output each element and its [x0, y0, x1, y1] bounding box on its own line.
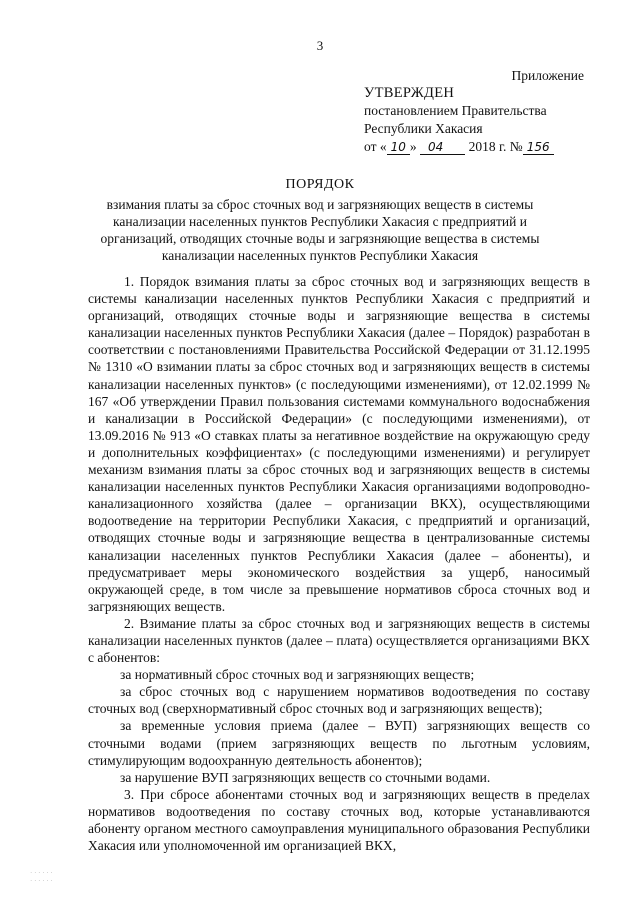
paragraph-3: 3. При сбросе абонентами сточных вод и загрязняющих веществ в пределах нормативов водоотведения по составу сточных вод, которые устанавливаются абоненту органом местного самоуправления муниципального образования Республики Хакасия или уполномоченной им организацией ВКХ, [88, 786, 590, 854]
appendix-label: Приложение [511, 68, 584, 83]
approval-date-line [364, 138, 554, 156]
document-body [88, 273, 590, 854]
date-suffix: 2018 г. № [468, 139, 523, 154]
approval-heading: УТВЕРЖДЕН [364, 85, 455, 101]
margin-stamp-mark: · · · · · · · · · · · · [30, 869, 53, 885]
approval-line1: постановлением Правительства [364, 103, 547, 118]
date-month: 04 [420, 140, 465, 155]
approval-block [364, 84, 554, 156]
paragraph-1: 1. Порядок взимания платы за сброс сточных вод и загрязняющих веществ в системы канализации населенных пунктов Республики Хакасия с предприятий и организаций, отводящих сточные воды и загрязняющие вещества в системы канализации населенных пунктов Республики Хакасия (далее – Порядок) разработан в соответствии с постановлениями Правительства Российской Федерации от 31.12.1995 № 1310 «О взимании платы за сброс сточных вод и загрязняющих веществ в системы канализации населенных пунктов» (с последующими изменениями), от 12.02.1999 № 167 «Об утверждении Правил пользования системами коммунального водоснабжения и канализации в Российской Федерации» (с последующими изменениями), от 13.09.2016 № 913 «О ставках платы за негативное воздействие на окружающую среду и дополнительных коэффициентах» (с последующими изменениями) и регулирует механизм взимания платы за сброс сточных вод и загрязняющих веществ в системы канализации населенных пунктов Республики Хакасия организациями водопроводно-канализационного хозяйства (далее – организации ВКХ), осуществляющими водоотведение на территории Республики Хакасия, с предприятий и организаций, отводящих сточные воды и загрязняющие вещества в централизованные системы канализации населенных пунктов Республики Хакасия (далее – абоненты), и предусматривает меры экономического воздействия за ущерб, наносимый окружающей среде, в том числе за превышение нормативов сброса сточных вод и загрязняющих веществ. [88, 274, 590, 614]
list-item-vup-violation: за нарушение ВУП загрязняющих веществ со сточными водами. [120, 769, 491, 785]
date-sep: » [409, 139, 417, 154]
date-prefix: от « [364, 139, 387, 154]
approval-line2: Республики Хакасия [364, 121, 483, 136]
paragraph-2: 2. Взимание платы за сброс сточных вод и загрязняющих веществ в системы канализации населенных пунктов (далее – плата) осуществляется организациями ВКХ с абонентов: [88, 615, 590, 666]
date-day: 10 [387, 140, 410, 155]
document-title: ПОРЯДОК [285, 177, 355, 192]
list-item-normative: за нормативный сброс сточных вод и загрязняющих веществ; [120, 667, 475, 683]
decree-number: 156 [523, 140, 554, 155]
page-number: 3 [316, 38, 324, 53]
document-subtitle: взимания платы за сброс сточных вод и загрязняющих веществ в системы канализации населенных пунктов Республики Хакасия с предприятий и организаций, отводящих сточные воды и загрязняющие вещества в системы канализации населенных пунктов Республики Хакасия [100, 197, 540, 263]
list-item-excess: за сброс сточных вод с нарушением нормативов водоотведения по составу сточных вод (сверхнормативный сброс сточных вод и загрязняющих веществ); [88, 684, 590, 717]
list-item-vup: за временные условия приема (далее – ВУП) загрязняющих веществ со сточными водами (прием загрязняющих веществ по льготным условиям, стимулирующим водоохранную деятельность абонентов); [88, 718, 590, 768]
